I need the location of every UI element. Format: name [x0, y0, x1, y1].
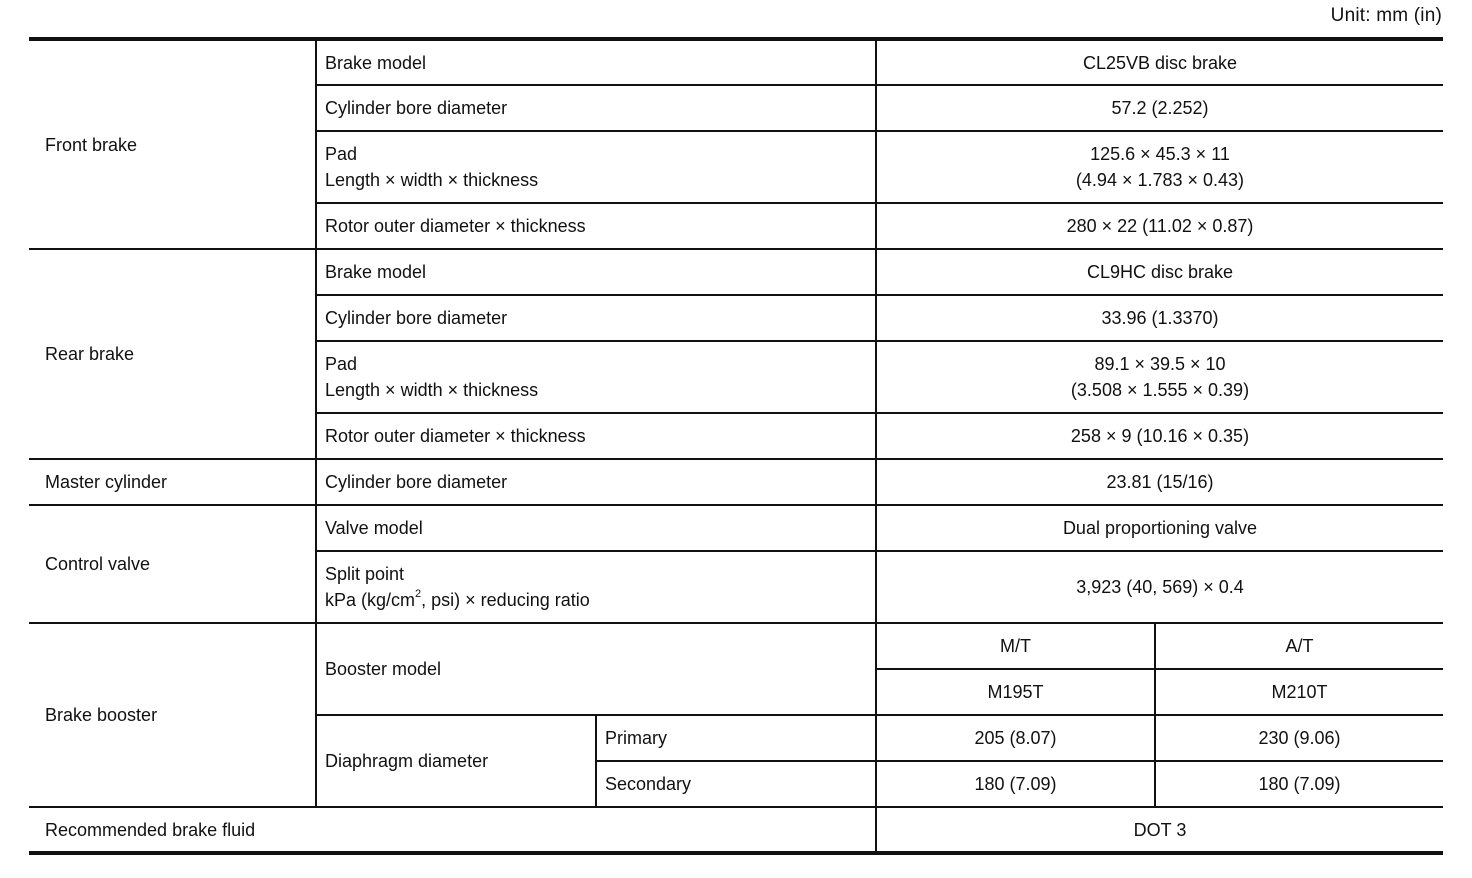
rear-brake-group-label: Rear brake: [29, 249, 316, 459]
master-cylinder-group-label: Master cylinder: [29, 459, 316, 505]
rear-brake-model-label: Brake model: [316, 249, 876, 295]
split-point-label: [316, 551, 876, 623]
diaphragm-secondary-label: Secondary: [596, 761, 876, 807]
diaphragm-secondary-at: 180 (7.09): [1155, 761, 1443, 807]
table-row: [29, 623, 1443, 669]
table-row: [29, 807, 1443, 853]
rear-rotor-label: Rotor outer diameter × thickness: [316, 413, 876, 459]
table-row: [29, 249, 1443, 295]
rear-brake-model-value: CL9HC disc brake: [876, 249, 1443, 295]
booster-mt-model: M195T: [876, 669, 1155, 715]
front-pad-label-line1: Pad: [325, 144, 358, 164]
rear-pad-value: [876, 341, 1443, 413]
front-brake-model-label: Brake model: [316, 39, 876, 85]
booster-at-model: M210T: [1155, 669, 1443, 715]
master-bore-label: Cylinder bore diameter: [316, 459, 876, 505]
split-point-label-line1: Split point: [325, 564, 405, 584]
brake-fluid-value: DOT 3: [876, 807, 1443, 853]
front-pad-label-line2: Length × width × thickness: [325, 170, 539, 190]
valve-model-label: Valve model: [316, 505, 876, 551]
rear-rotor-value: 258 × 9 (10.16 × 0.35): [876, 413, 1443, 459]
front-pad-value-line2: (4.94 × 1.783 × 0.43): [1075, 170, 1245, 190]
rear-pad-value-line1: 89.1 × 39.5 × 10: [1094, 354, 1226, 374]
unit-label: Unit: mm (in): [1330, 5, 1442, 26]
brake-fluid-label: Recommended brake fluid: [29, 807, 876, 853]
split-point-label-line2: [325, 587, 865, 613]
front-pad-value: [876, 131, 1443, 203]
front-pad-value-line1: 125.6 × 45.3 × 11: [1090, 144, 1230, 164]
brake-booster-group-label: Brake booster: [29, 623, 316, 807]
front-brake-model-value: CL25VB disc brake: [876, 39, 1443, 85]
diaphragm-primary-at: 230 (9.06): [1155, 715, 1443, 761]
valve-model-value: Dual proportioning valve: [876, 505, 1443, 551]
rear-pad-label-line2: Length × width × thickness: [325, 380, 539, 400]
split-unit-superscript: 2: [415, 588, 422, 600]
front-pad-label: [316, 131, 876, 203]
table-row: [29, 459, 1443, 505]
table-row: [29, 39, 1443, 85]
rear-bore-value: 33.96 (1.3370): [876, 295, 1443, 341]
table-row: [29, 505, 1443, 551]
front-rotor-label: Rotor outer diameter × thickness: [316, 203, 876, 249]
diaphragm-primary-mt: 205 (8.07): [876, 715, 1155, 761]
rear-bore-label: Cylinder bore diameter: [316, 295, 876, 341]
diaphragm-primary-label: Primary: [596, 715, 876, 761]
split-unit-pre: kPa (kg/cm: [325, 590, 416, 610]
diaphragm-diameter-label: Diaphragm diameter: [316, 715, 596, 807]
control-valve-group-label: Control valve: [29, 505, 316, 623]
booster-model-label: Booster model: [316, 623, 876, 715]
front-bore-value: 57.2 (2.252): [876, 85, 1443, 131]
rear-pad-label: [316, 341, 876, 413]
split-unit-post: , psi) × reducing ratio: [421, 590, 590, 610]
booster-at-header: A/T: [1155, 623, 1443, 669]
front-rotor-value: 280 × 22 (11.02 × 0.87): [876, 203, 1443, 249]
brake-specifications-table: [29, 37, 1443, 855]
diaphragm-secondary-mt: 180 (7.09): [876, 761, 1155, 807]
master-bore-value: 23.81 (15/16): [876, 459, 1443, 505]
split-point-value: 3,923 (40, 569) × 0.4: [876, 551, 1443, 623]
front-brake-group-label: Front brake: [29, 39, 316, 249]
booster-mt-header: M/T: [876, 623, 1155, 669]
rear-pad-value-line2: (3.508 × 1.555 × 0.39): [1070, 380, 1250, 400]
rear-pad-label-line1: Pad: [325, 354, 358, 374]
front-bore-label: Cylinder bore diameter: [316, 85, 876, 131]
